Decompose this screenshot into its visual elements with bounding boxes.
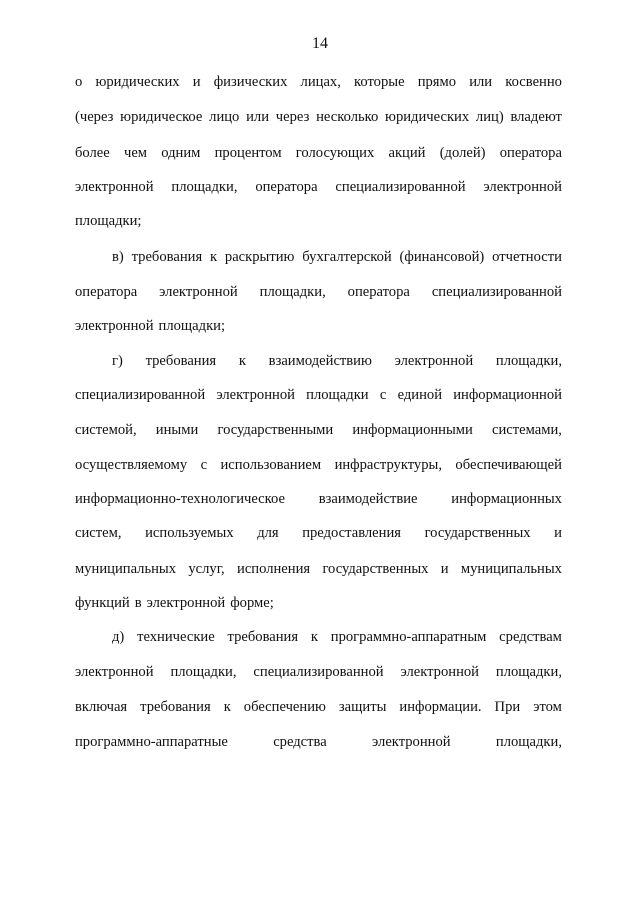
word: системой,: [75, 422, 137, 438]
word: требования: [145, 353, 217, 369]
word: одним: [161, 145, 201, 161]
word: информационной: [453, 387, 562, 403]
word: используемых: [145, 525, 234, 541]
word: для: [257, 525, 279, 541]
word: включая: [75, 699, 128, 715]
word: систем,: [75, 525, 122, 541]
word: косвенно: [505, 74, 562, 90]
word: требования: [131, 249, 203, 265]
word: информационных: [451, 491, 562, 507]
word: юридических: [385, 109, 470, 125]
text-line: [112, 628, 562, 646]
word: владеют: [510, 109, 562, 125]
word: единой: [397, 387, 442, 403]
word: физических: [213, 74, 288, 90]
word: (финансовой): [399, 249, 485, 265]
word: площадки,: [170, 664, 237, 680]
word: требования: [140, 699, 211, 715]
word: и: [192, 74, 201, 90]
word: прямо: [417, 74, 457, 90]
text-line: [75, 524, 562, 542]
text-line: [75, 663, 562, 681]
word: через: [275, 109, 310, 125]
word: исполнения: [237, 561, 311, 577]
text-line: [75, 456, 562, 474]
word: в: [134, 595, 142, 611]
word: лиц): [475, 109, 504, 125]
word: оператора: [347, 284, 410, 300]
text-line: [75, 421, 562, 439]
word: площадки,: [495, 734, 562, 750]
word: (долей): [439, 145, 486, 161]
word: электронной: [159, 284, 238, 300]
word: (через: [75, 109, 114, 125]
word: оператора: [75, 284, 138, 300]
word: инфраструктуры,: [334, 457, 442, 473]
word: отчетности: [492, 249, 562, 265]
page-number: 14: [312, 35, 328, 52]
word: которые: [354, 74, 405, 90]
word: в): [112, 249, 124, 265]
word: требования: [227, 629, 299, 645]
text-line: [75, 733, 562, 751]
word: обеспечивающей: [455, 457, 562, 473]
word: г): [112, 353, 123, 369]
word: средствам: [499, 629, 562, 645]
word: электронной: [146, 595, 226, 611]
word: или: [469, 74, 493, 90]
word: взаимодействие: [318, 491, 418, 507]
word: специализированной: [335, 179, 466, 195]
word: электронной: [400, 664, 479, 680]
word: использованием: [220, 457, 322, 473]
word: д): [112, 629, 125, 645]
word: информационно-технологическое: [75, 491, 285, 507]
word: электронной: [372, 734, 451, 750]
text-line: [75, 317, 562, 335]
word: электронной: [75, 664, 154, 680]
word: электронной: [483, 179, 562, 195]
word: осуществляемому: [75, 457, 188, 473]
word: оператора: [255, 179, 318, 195]
word: электронной: [75, 179, 154, 195]
word: обеспечению: [243, 699, 326, 715]
word: и: [440, 561, 449, 577]
word: государственных: [322, 561, 429, 577]
word: площадки,: [495, 664, 562, 680]
word: более: [75, 145, 110, 161]
word: взаимодействию: [268, 353, 372, 369]
word: предоставления: [302, 525, 401, 541]
word: специализированной: [75, 387, 206, 403]
word: раскрытию: [224, 249, 295, 265]
word: к: [238, 353, 246, 369]
word: этом: [533, 699, 562, 715]
word: процентом: [214, 145, 282, 161]
word: защиты: [338, 699, 387, 715]
word: специализированной: [253, 664, 384, 680]
word: к: [223, 699, 231, 715]
word: информации.: [399, 699, 482, 715]
word: При: [494, 699, 521, 715]
word: площадки,: [171, 179, 238, 195]
word: с: [200, 457, 208, 473]
word: услуг,: [188, 561, 225, 577]
text-line: [75, 108, 562, 126]
text-line: [112, 248, 562, 266]
word: площадки,: [259, 284, 326, 300]
word: юридических: [95, 74, 180, 90]
word: информационными: [352, 422, 473, 438]
word: электронной: [394, 353, 474, 369]
text-line: [75, 144, 562, 162]
word: форме;: [230, 595, 274, 611]
word: акций: [388, 145, 426, 161]
word: программно-аппаратным: [330, 629, 487, 645]
word: государственными: [217, 422, 334, 438]
word: к: [310, 629, 318, 645]
word: о: [75, 74, 83, 90]
word: средства: [273, 734, 327, 750]
word: лицо: [209, 109, 240, 125]
word: программно-аппаратные: [75, 734, 228, 750]
word: лицах,: [300, 74, 341, 90]
word: площадки;: [158, 318, 226, 334]
word: муниципальных: [75, 561, 177, 577]
word: к: [209, 249, 218, 265]
word: специализированной: [431, 284, 562, 300]
word: чем: [123, 145, 148, 161]
text-line: [75, 698, 562, 716]
word: бухгалтерской: [302, 249, 392, 265]
text-line: [75, 178, 562, 196]
text-line: [75, 283, 562, 301]
word: государственных: [424, 525, 531, 541]
text-line: [75, 490, 562, 508]
word: голосующих: [295, 145, 375, 161]
word: системами,: [492, 422, 562, 438]
word: функций: [75, 595, 130, 611]
word: площадки: [306, 387, 369, 403]
word: электронной: [75, 318, 154, 334]
word: с: [379, 387, 387, 403]
word: юридическое: [120, 109, 203, 125]
text-line: [112, 352, 562, 370]
text-line: [75, 594, 562, 612]
word: иными: [155, 422, 199, 438]
text-line: [75, 560, 562, 578]
text-line: [75, 73, 562, 91]
word: технические: [137, 629, 215, 645]
word: площадки,: [495, 353, 562, 369]
word: оператора: [499, 145, 562, 161]
text-line: [75, 386, 562, 404]
word: площадки;: [75, 213, 142, 229]
word: муниципальных: [460, 561, 562, 577]
text-line: [75, 212, 562, 230]
word: или: [246, 109, 270, 125]
word: электронной: [216, 387, 295, 403]
word: несколько: [316, 109, 379, 125]
word: и: [554, 525, 562, 541]
